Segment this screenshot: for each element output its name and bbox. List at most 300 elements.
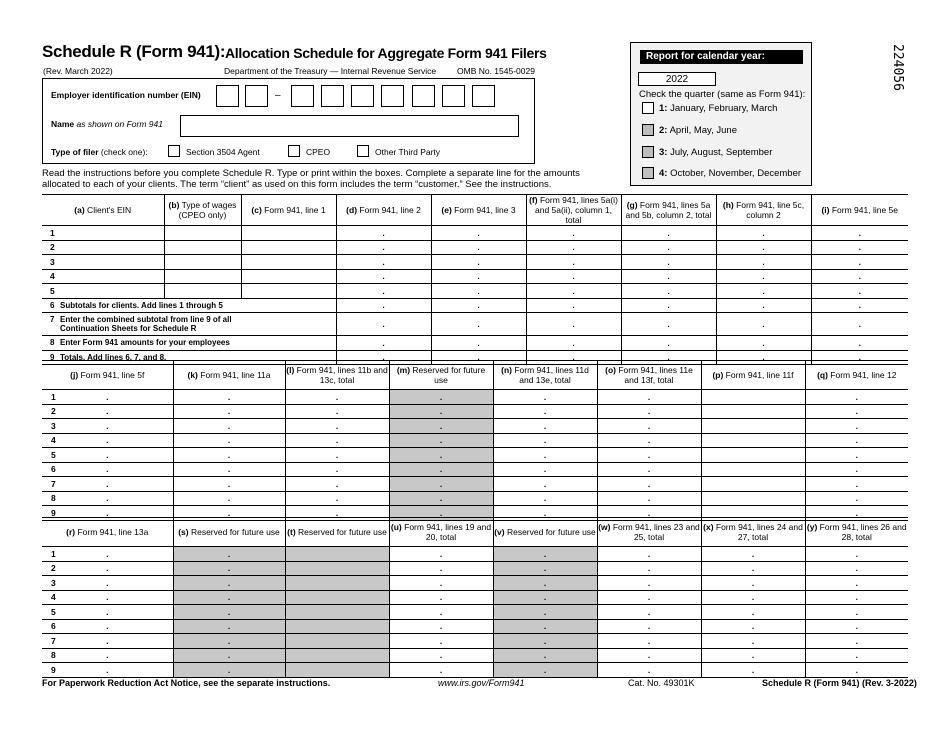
amount-cell[interactable] [431, 226, 526, 241]
reserved-cell[interactable] [493, 576, 597, 591]
amount-cell[interactable] [811, 226, 908, 241]
amount-cell[interactable] [805, 634, 908, 649]
decimal-point: . [335, 391, 339, 402]
amount-cell[interactable] [389, 605, 493, 620]
amount-cell[interactable] [526, 269, 621, 284]
amount-cell[interactable] [336, 284, 431, 299]
amount-cell[interactable] [597, 605, 701, 620]
ein-digit-box[interactable] [381, 85, 404, 107]
amount-cell[interactable] [621, 269, 716, 284]
table-row [42, 648, 908, 663]
amount-cell[interactable] [173, 433, 285, 448]
amount-cell[interactable] [389, 619, 493, 634]
amount-cell[interactable] [241, 284, 336, 299]
reserved-cell[interactable] [285, 663, 389, 678]
quarter-4-label [659, 168, 801, 179]
amount-cell[interactable] [805, 462, 908, 477]
reserved-cell[interactable] [285, 590, 389, 605]
amount-cell[interactable] [811, 255, 908, 270]
wage-type-cell[interactable] [164, 269, 241, 284]
amount-cell[interactable] [597, 663, 701, 678]
amount-cell[interactable] [42, 663, 173, 678]
amount-cell[interactable] [389, 634, 493, 649]
amount-cell[interactable] [42, 605, 173, 620]
amount-cell[interactable] [805, 561, 908, 576]
amount-cell[interactable] [241, 255, 336, 270]
amount-cell[interactable] [597, 404, 701, 419]
amount-cell[interactable] [241, 240, 336, 255]
amount-cell[interactable] [811, 240, 908, 255]
amount-cell[interactable] [597, 561, 701, 576]
amount-cell[interactable] [701, 419, 805, 434]
amount-cell[interactable] [285, 404, 389, 419]
ein-digit-box[interactable] [321, 85, 344, 107]
amount-cell[interactable] [701, 634, 805, 649]
row-label: Totals. [60, 352, 86, 362]
form-title: Schedule R (Form 941): [42, 42, 226, 61]
reserved-cell[interactable] [493, 663, 597, 678]
amount-cell[interactable] [431, 269, 526, 284]
table-header-row [42, 518, 908, 547]
amount-cell[interactable] [701, 448, 805, 463]
amount-cell[interactable] [805, 648, 908, 663]
column-letter: (w) [598, 522, 611, 532]
amount-cell[interactable] [716, 240, 811, 255]
amount-cell[interactable] [431, 240, 526, 255]
amount-cell[interactable] [336, 255, 431, 270]
decimal-point: . [543, 449, 547, 460]
reserved-cell[interactable] [173, 619, 285, 634]
decimal-point: . [855, 563, 858, 574]
amount-cell[interactable] [621, 298, 716, 313]
amount-cell[interactable] [597, 390, 701, 405]
decimal-point: . [858, 227, 861, 238]
ein-digit-box[interactable] [442, 85, 465, 107]
ein-digit-box[interactable] [291, 85, 314, 107]
amount-cell[interactable] [173, 477, 285, 492]
amount-cell[interactable] [621, 226, 716, 241]
section-3504-checkbox[interactable] [168, 145, 180, 157]
quarter-1-checkbox[interactable] [642, 102, 654, 114]
amount-cell[interactable] [597, 576, 701, 591]
reserved-cell[interactable] [493, 619, 597, 634]
amount-cell[interactable] [42, 462, 173, 477]
quarter-2-text: April, May, June [667, 125, 737, 136]
amount-cell[interactable] [389, 561, 493, 576]
decimal-point: . [227, 563, 231, 574]
column-letter: (a) [74, 205, 85, 215]
column-header [493, 518, 597, 547]
amount-cell[interactable] [389, 663, 493, 678]
decimal-point: . [543, 606, 547, 617]
amount-cell[interactable] [701, 404, 805, 419]
row-number: 3 [51, 577, 56, 588]
column-title: Form 941, line 1 [261, 205, 326, 215]
decimal-point: . [855, 621, 858, 632]
decimal-point: . [477, 271, 480, 282]
row-number: 6 [51, 621, 56, 632]
column-header [285, 361, 389, 390]
decimal-point: . [543, 420, 547, 431]
decimal-point: . [543, 406, 547, 417]
amount-cell[interactable] [431, 336, 526, 351]
amount-cell[interactable] [701, 547, 805, 562]
table-row [42, 448, 908, 463]
amount-cell[interactable] [716, 255, 811, 270]
reserved-cell[interactable] [173, 663, 285, 678]
wage-type-cell[interactable] [164, 226, 241, 241]
decimal-point: . [382, 242, 385, 253]
quarter-4-checkbox[interactable] [642, 167, 654, 179]
amount-cell[interactable] [493, 433, 597, 448]
amount-cell[interactable] [336, 336, 431, 351]
amount-cell[interactable] [805, 605, 908, 620]
amount-cell[interactable] [526, 240, 621, 255]
amount-cell[interactable] [597, 491, 701, 506]
amount-cell[interactable] [526, 298, 621, 313]
amount-cell[interactable] [389, 576, 493, 591]
amount-cell[interactable] [389, 648, 493, 663]
decimal-point: . [439, 548, 443, 559]
decimal-point: . [667, 285, 670, 296]
reserved-cell[interactable] [389, 390, 493, 405]
amount-cell[interactable] [241, 269, 336, 284]
reserved-cell[interactable] [285, 619, 389, 634]
amount-cell[interactable] [42, 547, 173, 562]
amount-cell[interactable] [285, 477, 389, 492]
amount-cell[interactable] [285, 462, 389, 477]
amount-cell[interactable] [526, 336, 621, 351]
column-header [597, 361, 701, 390]
wage-type-cell[interactable] [164, 284, 241, 299]
reserved-cell[interactable] [173, 590, 285, 605]
amount-cell[interactable] [42, 390, 173, 405]
decimal-point: . [543, 435, 547, 446]
amount-cell[interactable] [701, 433, 805, 448]
table-row [42, 605, 908, 620]
amount-cell[interactable] [805, 491, 908, 506]
reserved-cell[interactable] [493, 590, 597, 605]
amount-cell[interactable] [701, 462, 805, 477]
decimal-point: . [106, 406, 109, 417]
amount-cell[interactable] [701, 605, 805, 620]
decimal-point: . [106, 606, 109, 617]
amount-cell[interactable] [493, 477, 597, 492]
decimal-point: . [227, 635, 231, 646]
decimal-point: . [382, 256, 385, 267]
amount-cell[interactable] [285, 419, 389, 434]
amount-cell[interactable] [42, 433, 173, 448]
amount-cell[interactable] [805, 477, 908, 492]
amount-cell[interactable] [716, 298, 811, 313]
amount-cell[interactable] [493, 491, 597, 506]
amount-cell[interactable] [805, 419, 908, 434]
amount-cell[interactable] [811, 284, 908, 299]
client-ein-cell[interactable] [42, 240, 164, 255]
amount-cell[interactable] [716, 336, 811, 351]
amount-cell[interactable] [173, 491, 285, 506]
table-row [42, 462, 908, 477]
decimal-point: . [858, 352, 861, 363]
amount-cell[interactable] [701, 491, 805, 506]
amount-cell[interactable] [621, 255, 716, 270]
amount-cell[interactable] [42, 419, 173, 434]
amount-cell[interactable] [597, 547, 701, 562]
amount-cell[interactable] [716, 313, 811, 336]
reserved-cell[interactable] [285, 576, 389, 591]
amount-cell[interactable] [389, 547, 493, 562]
client-ein-cell[interactable] [42, 255, 164, 270]
decimal-point: . [572, 285, 575, 296]
amount-cell[interactable] [701, 590, 805, 605]
amount-cell[interactable] [493, 448, 597, 463]
amount-cell[interactable] [701, 619, 805, 634]
amount-cell[interactable] [701, 648, 805, 663]
amount-cell[interactable] [173, 390, 285, 405]
amount-cell[interactable] [526, 313, 621, 336]
amount-cell[interactable] [336, 298, 431, 313]
amount-cell[interactable] [493, 404, 597, 419]
amount-cell[interactable] [701, 390, 805, 405]
reserved-cell[interactable] [389, 404, 493, 419]
amount-cell[interactable] [285, 491, 389, 506]
reserved-cell[interactable] [493, 547, 597, 562]
amount-cell[interactable] [42, 619, 173, 634]
amount-cell[interactable] [597, 477, 701, 492]
reserved-cell[interactable] [493, 605, 597, 620]
amount-cell[interactable] [805, 576, 908, 591]
amount-cell[interactable] [431, 313, 526, 336]
amount-cell[interactable] [701, 477, 805, 492]
amount-cell[interactable] [597, 648, 701, 663]
decimal-point: . [227, 493, 231, 504]
amount-cell[interactable] [493, 390, 597, 405]
wage-type-cell[interactable] [164, 255, 241, 270]
quarter-1-label [659, 103, 777, 114]
table-row [42, 477, 908, 492]
reserved-cell[interactable] [493, 634, 597, 649]
decimal-point: . [477, 337, 480, 348]
decimal-point: . [543, 548, 547, 559]
reserved-cell[interactable] [173, 605, 285, 620]
client-ein-cell[interactable] [42, 269, 164, 284]
client-ein-cell[interactable] [42, 284, 164, 299]
amount-cell[interactable] [336, 269, 431, 284]
amount-cell[interactable] [42, 590, 173, 605]
amount-cell[interactable] [716, 284, 811, 299]
decimal-point: . [751, 621, 755, 632]
calendar-year-field[interactable]: 2022 [638, 72, 716, 86]
amount-cell[interactable] [805, 663, 908, 678]
amount-cell[interactable] [173, 419, 285, 434]
amount-cell[interactable] [42, 491, 173, 506]
amount-cell[interactable] [805, 448, 908, 463]
ein-digit-box[interactable] [472, 85, 495, 107]
amount-cell[interactable] [336, 313, 431, 336]
amount-cell[interactable] [805, 390, 908, 405]
decimal-point: . [106, 420, 109, 431]
ein-label: Employer identification number (EIN) [51, 90, 201, 100]
amount-cell[interactable] [716, 226, 811, 241]
decimal-point: . [439, 420, 443, 431]
amount-cell[interactable] [811, 298, 908, 313]
column-header [805, 518, 908, 547]
reserved-cell[interactable] [493, 561, 597, 576]
decimal-point: . [439, 493, 443, 504]
reserved-cell[interactable] [389, 462, 493, 477]
client-ein-cell[interactable] [42, 226, 164, 241]
quarter-3-checkbox[interactable] [642, 146, 654, 158]
amount-cell[interactable] [493, 419, 597, 434]
filer-type-label [51, 147, 148, 157]
decimal-point: . [647, 577, 651, 588]
row-number: 1 [51, 548, 56, 559]
amount-cell[interactable] [42, 576, 173, 591]
row-number: 4 [50, 271, 55, 282]
reserved-cell[interactable] [285, 547, 389, 562]
decimal-point: . [855, 449, 858, 460]
ein-digit-box[interactable] [412, 85, 435, 107]
amount-cell[interactable] [701, 663, 805, 678]
ein-digit-box[interactable] [216, 85, 239, 107]
amount-cell[interactable] [621, 284, 716, 299]
amount-cell[interactable] [701, 576, 805, 591]
reserved-cell[interactable] [285, 561, 389, 576]
amount-cell[interactable] [597, 419, 701, 434]
amount-cell[interactable] [42, 477, 173, 492]
amount-cell[interactable] [805, 433, 908, 448]
reserved-cell[interactable] [285, 634, 389, 649]
amount-cell[interactable] [597, 634, 701, 649]
wage-type-cell[interactable] [164, 240, 241, 255]
name-input[interactable] [180, 115, 519, 137]
reserved-cell[interactable] [173, 576, 285, 591]
amount-cell[interactable] [493, 462, 597, 477]
form-side-code: 224056 [890, 44, 905, 91]
amount-cell[interactable] [811, 336, 908, 351]
amount-cell[interactable] [597, 462, 701, 477]
decimal-point: . [647, 606, 651, 617]
column-header [241, 195, 336, 226]
decimal-point: . [439, 664, 443, 675]
decimal-point: . [335, 464, 339, 475]
decimal-point: . [762, 271, 765, 282]
amount-cell[interactable] [597, 433, 701, 448]
amount-cell[interactable] [42, 404, 173, 419]
row-number: 3 [51, 420, 56, 431]
reserved-cell[interactable] [493, 648, 597, 663]
table-row [42, 634, 908, 649]
amount-cell[interactable] [42, 448, 173, 463]
row-label-cell [42, 298, 336, 313]
amount-cell[interactable] [526, 255, 621, 270]
amount-cell[interactable] [526, 284, 621, 299]
decimal-point: . [762, 256, 765, 267]
amount-cell[interactable] [811, 269, 908, 284]
amount-cell[interactable] [173, 448, 285, 463]
amount-cell[interactable] [805, 619, 908, 634]
reserved-cell[interactable] [173, 561, 285, 576]
reserved-cell[interactable] [389, 448, 493, 463]
amount-cell[interactable] [597, 448, 701, 463]
amount-cell[interactable] [811, 313, 908, 336]
ein-digit-box[interactable] [351, 85, 374, 107]
column-title: Form 941, line 12 [827, 370, 897, 380]
irs-url[interactable]: www.irs.gov/Form941 [438, 678, 525, 688]
amount-cell[interactable] [431, 255, 526, 270]
amount-cell[interactable] [42, 561, 173, 576]
decimal-point: . [858, 337, 861, 348]
amount-cell[interactable] [805, 590, 908, 605]
column-title: Form 941, lines 19 and 20, total [401, 522, 492, 542]
amount-cell[interactable] [336, 240, 431, 255]
cpeo-checkbox[interactable] [288, 145, 300, 157]
decimal-point: . [543, 493, 547, 504]
amount-cell[interactable] [285, 433, 389, 448]
decimal-point: . [858, 256, 861, 267]
amount-cell[interactable] [42, 634, 173, 649]
reserved-cell[interactable] [389, 477, 493, 492]
amount-cell[interactable] [241, 226, 336, 241]
decimal-point: . [543, 563, 547, 574]
column-title: Form 941, lines 23 and 25, total [610, 522, 700, 542]
quarter-2-checkbox[interactable] [642, 124, 654, 136]
instructions-text: Read the instructions before you complete Schedule R. Type or print within the boxes. Complete a separate line for the amounts allocated to each of your clients. The term “client” as used on this form includes the term “customer.” See the instructions. [42, 168, 580, 190]
reserved-cell[interactable] [285, 648, 389, 663]
reserved-cell[interactable] [389, 433, 493, 448]
decimal-point: . [477, 256, 480, 267]
amount-cell[interactable] [42, 648, 173, 663]
decimal-point: . [106, 478, 109, 489]
reserved-cell[interactable] [285, 605, 389, 620]
amount-cell[interactable] [621, 240, 716, 255]
row-label-cell [42, 336, 336, 351]
column-title: Reserved for future use [295, 527, 387, 537]
ein-digit-box[interactable] [245, 85, 268, 107]
amount-cell[interactable] [173, 462, 285, 477]
amount-cell[interactable] [173, 404, 285, 419]
decimal-point: . [106, 650, 109, 661]
reserved-cell[interactable] [173, 648, 285, 663]
decimal-point: . [335, 435, 339, 446]
amount-cell[interactable] [336, 226, 431, 241]
column-title: Form 941, line 11f [723, 370, 794, 380]
reserved-cell[interactable] [173, 634, 285, 649]
amount-cell[interactable] [716, 269, 811, 284]
amount-cell[interactable] [621, 313, 716, 336]
amount-cell[interactable] [431, 298, 526, 313]
reserved-cell[interactable] [173, 547, 285, 562]
amount-cell[interactable] [431, 284, 526, 299]
amount-cell[interactable] [285, 448, 389, 463]
reserved-cell[interactable] [389, 491, 493, 506]
amount-cell[interactable] [701, 561, 805, 576]
amount-cell[interactable] [526, 226, 621, 241]
amount-cell[interactable] [805, 547, 908, 562]
column-title: Form 941, lines 5a(i) and 5a(ii), column 1, total [534, 195, 618, 225]
amount-cell[interactable] [389, 590, 493, 605]
column-title: Form 941, line 11a [197, 370, 271, 380]
amount-cell[interactable] [285, 390, 389, 405]
decimal-point: . [543, 507, 547, 518]
amount-cell[interactable] [805, 404, 908, 419]
amount-cell[interactable] [621, 336, 716, 351]
decimal-point: . [335, 493, 339, 504]
amount-cell[interactable] [597, 590, 701, 605]
other-third-party-checkbox[interactable] [357, 145, 369, 157]
amount-cell[interactable] [597, 619, 701, 634]
reserved-cell[interactable] [389, 419, 493, 434]
